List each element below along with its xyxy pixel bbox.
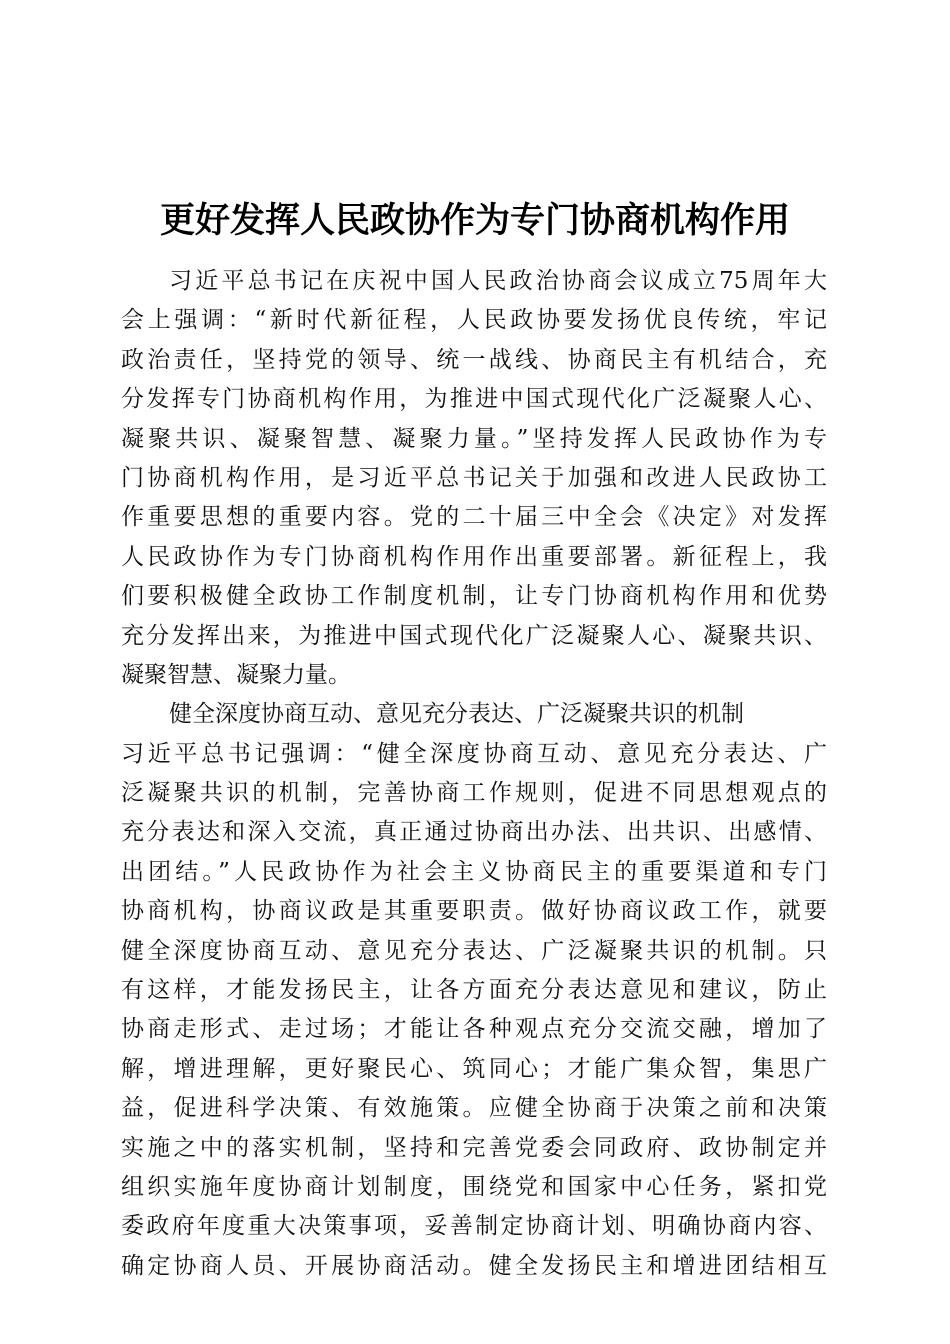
- paragraph-line: 协商机构，协商议政是其重要职责。做好协商议政工作，就要: [121, 898, 827, 925]
- paragraph-line: 充分发挥出来，为推进中国式现代化广泛凝聚人心、凝聚共识、: [121, 622, 827, 649]
- paragraph-line: 门协商机构作用，是习近平总书记关于加强和改进人民政协工: [121, 464, 827, 491]
- paragraph-line: 实施之中的落实机制，坚持和完善党委会同政府、政协制定并: [121, 1134, 827, 1161]
- paragraph-line: 确定协商人员、开展协商活动。健全发扬民主和增进团结相互: [121, 1252, 827, 1279]
- paragraph-line: 凝聚共识、凝聚智慧、凝聚力量。”坚持发挥人民政协作为专: [121, 425, 827, 452]
- paragraph-line: 作重要思想的重要内容。党的二十届三中全会《决定》对发挥: [121, 504, 827, 531]
- paragraph-line: 充分表达和深入交流，真正通过协商出办法、出共识、出感情、: [121, 819, 827, 846]
- paragraph-line: 人民政协作为专门协商机构作用作出重要部署。新征程上，我: [121, 543, 827, 570]
- paragraph-line: 有这样，才能发扬民主，让各方面充分表达意见和建议，防止: [121, 977, 827, 1004]
- paragraph-line: 委政府年度重大决策事项，妥善制定协商计划、明确协商内容、: [121, 1213, 827, 1240]
- paragraph-line: 益，促进科学决策、有效施策。应健全协商于决策之前和决策: [121, 1095, 827, 1122]
- paragraph-line: 习近平总书记在庆祝中国人民政治协商会议成立75周年大: [169, 268, 827, 294]
- paragraph-line: 政治责任，坚持党的领导、统一战线、协商民主有机结合，充: [121, 346, 827, 373]
- section-heading: 健全深度协商互动、意见充分表达、广泛凝聚共识的机制: [169, 701, 744, 728]
- paragraph-line: 习近平总书记强调：“健全深度协商互动、意见充分表达、广: [121, 740, 827, 767]
- paragraph-line: 泛凝聚共识的机制，完善协商工作规则，促进不同思想观点的: [121, 780, 827, 807]
- paragraph-line: 分发挥专门协商机构作用，为推进中国式现代化广泛凝聚人心、: [121, 386, 827, 413]
- document-title: 更好发挥人民政协作为专门协商机构作用: [159, 200, 790, 241]
- paragraph-line: 解，增进理解，更好聚民心、筑同心；才能广集众智，集思广: [121, 1055, 827, 1082]
- paragraph-line: 协商走形式、走过场；才能让各种观点充分交流交融，增加了: [121, 1016, 827, 1043]
- document-body: [121, 262, 827, 1286]
- paragraph-line: 凝聚智慧、凝聚力量。: [121, 661, 351, 688]
- paragraph-line: 组织实施年度协商计划制度，围绕党和国家中心任务，紧扣党: [121, 1173, 827, 1200]
- paragraph-line: 健全深度协商互动、意见充分表达、广泛凝聚共识的机制。只: [121, 937, 827, 964]
- paragraph-line: 出团结。”人民政协作为社会主义协商民主的重要渠道和专门: [121, 858, 827, 885]
- paragraph-line: 们要积极健全政协工作制度机制，让专门协商机构作用和优势: [121, 583, 827, 610]
- paragraph-line: 会上强调：“新时代新征程，人民政协要发扬优良传统，牢记: [121, 307, 827, 334]
